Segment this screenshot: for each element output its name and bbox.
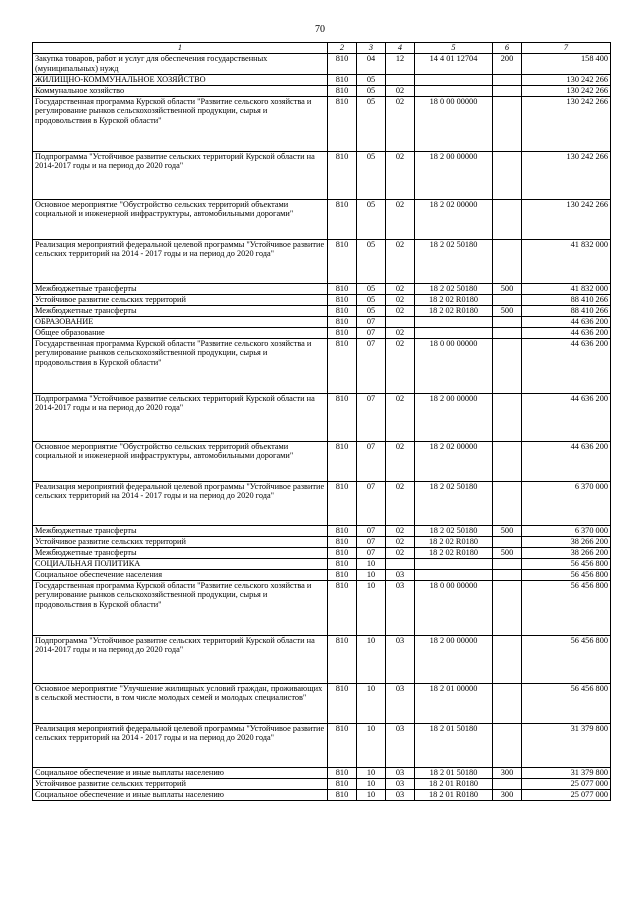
- expense-type-cell: [493, 580, 522, 635]
- row-name-cell: Закупка товаров, работ и услуг для обеспечения государственных (муниципальных) нужд: [33, 54, 328, 75]
- target-article-cell: [415, 74, 493, 85]
- section-code-cell: 05: [357, 239, 386, 283]
- table-row: [33, 54, 611, 75]
- expense-type-cell: [493, 327, 522, 338]
- subsection-code-cell: 03: [386, 569, 415, 580]
- section-code-cell: 10: [357, 778, 386, 789]
- expense-type-cell: [493, 294, 522, 305]
- column-header: 2: [328, 43, 357, 54]
- subsection-code-cell: 02: [386, 199, 415, 239]
- admin-code-cell: 810: [328, 305, 357, 316]
- admin-code-cell: 810: [328, 74, 357, 85]
- expense-type-cell: [493, 723, 522, 767]
- row-name-cell: Устойчивое развитие сельских территорий: [33, 778, 328, 789]
- amount-cell: 56 456 800: [522, 558, 611, 569]
- section-code-cell: 05: [357, 283, 386, 294]
- target-article-cell: 18 2 01 00000: [415, 683, 493, 723]
- admin-code-cell: 810: [328, 151, 357, 199]
- subsection-code-cell: 02: [386, 294, 415, 305]
- admin-code-cell: 810: [328, 569, 357, 580]
- row-name-cell: Общее образование: [33, 327, 328, 338]
- expense-type-cell: 200: [493, 54, 522, 75]
- subsection-code-cell: 02: [386, 283, 415, 294]
- admin-code-cell: 810: [328, 199, 357, 239]
- subsection-code-cell: 02: [386, 151, 415, 199]
- admin-code-cell: 810: [328, 316, 357, 327]
- expense-type-cell: [493, 536, 522, 547]
- section-code-cell: 05: [357, 151, 386, 199]
- subsection-code-cell: [386, 558, 415, 569]
- subsection-code-cell: 02: [386, 327, 415, 338]
- amount-cell: 38 266 200: [522, 547, 611, 558]
- subsection-code-cell: 03: [386, 789, 415, 800]
- section-code-cell: 05: [357, 85, 386, 96]
- table-row: [33, 338, 611, 393]
- admin-code-cell: 810: [328, 558, 357, 569]
- row-name-cell: ОБРАЗОВАНИЕ: [33, 316, 328, 327]
- table-row: [33, 558, 611, 569]
- target-article-cell: [415, 85, 493, 96]
- admin-code-cell: 810: [328, 85, 357, 96]
- target-article-cell: [415, 558, 493, 569]
- section-code-cell: 10: [357, 683, 386, 723]
- subsection-code-cell: 03: [386, 778, 415, 789]
- row-name-cell: СОЦИАЛЬНАЯ ПОЛИТИКА: [33, 558, 328, 569]
- table-row: [33, 151, 611, 199]
- amount-cell: 41 832 000: [522, 283, 611, 294]
- target-article-cell: 18 2 02 R0180: [415, 294, 493, 305]
- row-name-cell: Межбюджетные трансферты: [33, 547, 328, 558]
- section-code-cell: 07: [357, 536, 386, 547]
- amount-cell: 88 410 266: [522, 294, 611, 305]
- target-article-cell: 18 2 02 50180: [415, 239, 493, 283]
- expense-type-cell: [493, 683, 522, 723]
- column-header: 7: [522, 43, 611, 54]
- subsection-code-cell: 02: [386, 547, 415, 558]
- target-article-cell: 18 2 02 R0180: [415, 305, 493, 316]
- row-name-cell: Социальное обеспечение и иные выплаты населению: [33, 789, 328, 800]
- amount-cell: 130 242 266: [522, 96, 611, 151]
- expense-type-cell: [493, 85, 522, 96]
- subsection-code-cell: 03: [386, 767, 415, 778]
- amount-cell: 158 400: [522, 54, 611, 75]
- amount-cell: 130 242 266: [522, 151, 611, 199]
- subsection-code-cell: 02: [386, 393, 415, 441]
- subsection-code-cell: 03: [386, 635, 415, 683]
- admin-code-cell: 810: [328, 580, 357, 635]
- section-code-cell: 05: [357, 294, 386, 305]
- table-row: [33, 283, 611, 294]
- row-name-cell: Коммунальное хозяйство: [33, 85, 328, 96]
- page-number: 70: [315, 24, 325, 35]
- column-header: 6: [493, 43, 522, 54]
- subsection-code-cell: 02: [386, 305, 415, 316]
- target-article-cell: 18 2 00 00000: [415, 151, 493, 199]
- amount-cell: 25 077 000: [522, 789, 611, 800]
- table-row: [33, 239, 611, 283]
- admin-code-cell: 810: [328, 723, 357, 767]
- section-code-cell: 07: [357, 316, 386, 327]
- row-name-cell: Реализация мероприятий федеральной целевой программы "Устойчивое развитие сельских территорий на 2014 - 2017 годы и на период до 2020 года": [33, 239, 328, 283]
- column-header: 1: [33, 43, 328, 54]
- table-row: [33, 569, 611, 580]
- target-article-cell: 18 2 02 50180: [415, 283, 493, 294]
- section-code-cell: 10: [357, 767, 386, 778]
- section-code-cell: 05: [357, 305, 386, 316]
- table-row: [33, 536, 611, 547]
- target-article-cell: [415, 316, 493, 327]
- amount-cell: 56 456 800: [522, 580, 611, 635]
- target-article-cell: 18 2 02 00000: [415, 441, 493, 481]
- table-row: [33, 393, 611, 441]
- expense-type-cell: [493, 239, 522, 283]
- subsection-code-cell: 02: [386, 338, 415, 393]
- section-code-cell: 05: [357, 199, 386, 239]
- row-name-cell: Межбюджетные трансферты: [33, 305, 328, 316]
- amount-cell: 44 636 200: [522, 338, 611, 393]
- row-name-cell: Основное мероприятие "Обустройство сельских территорий объектами социальной и инженерной инфраструктуры, автомобильными дорогами": [33, 199, 328, 239]
- amount-cell: 56 456 800: [522, 635, 611, 683]
- header-row: [33, 43, 611, 54]
- row-name-cell: Подпрограмма "Устойчивое развитие сельских территорий Курской области на 2014-2017 годы и на период до 2020 года": [33, 393, 328, 441]
- target-article-cell: 18 2 02 00000: [415, 199, 493, 239]
- amount-cell: 56 456 800: [522, 683, 611, 723]
- row-name-cell: Подпрограмма "Устойчивое развитие сельских территорий Курской области на 2014-2017 годы и на период до 2020 года": [33, 635, 328, 683]
- expense-type-cell: [493, 96, 522, 151]
- amount-cell: 56 456 800: [522, 569, 611, 580]
- column-header: 4: [386, 43, 415, 54]
- column-header: 5: [415, 43, 493, 54]
- expense-type-cell: [493, 151, 522, 199]
- table-row: [33, 525, 611, 536]
- section-code-cell: 07: [357, 547, 386, 558]
- expense-type-cell: [493, 635, 522, 683]
- admin-code-cell: 810: [328, 547, 357, 558]
- target-article-cell: [415, 327, 493, 338]
- target-article-cell: 18 0 00 00000: [415, 580, 493, 635]
- admin-code-cell: 810: [328, 54, 357, 75]
- amount-cell: 31 379 800: [522, 767, 611, 778]
- row-name-cell: Реализация мероприятий федеральной целевой программы "Устойчивое развитие сельских территорий на 2014 - 2017 годы и на период до 2020 года": [33, 723, 328, 767]
- section-code-cell: 07: [357, 393, 386, 441]
- table-row: [33, 441, 611, 481]
- amount-cell: 31 379 800: [522, 723, 611, 767]
- admin-code-cell: 810: [328, 536, 357, 547]
- section-code-cell: 04: [357, 54, 386, 75]
- table-row: [33, 778, 611, 789]
- row-name-cell: Основное мероприятие "Улучшение жилищных условий граждан, проживающих в сельской местности, в том числе молодых семей и молодых специалистов": [33, 683, 328, 723]
- expense-type-cell: 300: [493, 767, 522, 778]
- target-article-cell: 18 0 00 00000: [415, 338, 493, 393]
- section-code-cell: 07: [357, 525, 386, 536]
- section-code-cell: 10: [357, 723, 386, 767]
- row-name-cell: Государственная программа Курской области "Развитие сельского хозяйства и регулирование рынков сельскохозяйственной продукции, сырья и продовольствия в Курской области": [33, 338, 328, 393]
- section-code-cell: 10: [357, 569, 386, 580]
- amount-cell: 130 242 266: [522, 74, 611, 85]
- subsection-code-cell: 03: [386, 580, 415, 635]
- subsection-code-cell: 02: [386, 536, 415, 547]
- admin-code-cell: 810: [328, 635, 357, 683]
- row-name-cell: Межбюджетные трансферты: [33, 525, 328, 536]
- table-row: [33, 580, 611, 635]
- section-code-cell: 05: [357, 74, 386, 85]
- target-article-cell: 18 2 02 50180: [415, 481, 493, 525]
- subsection-code-cell: 02: [386, 441, 415, 481]
- admin-code-cell: 810: [328, 283, 357, 294]
- admin-code-cell: 810: [328, 683, 357, 723]
- section-code-cell: 10: [357, 558, 386, 569]
- row-name-cell: Реализация мероприятий федеральной целевой программы "Устойчивое развитие сельских территорий на 2014 - 2017 годы и на период до 2020 года": [33, 481, 328, 525]
- table-row: [33, 74, 611, 85]
- target-article-cell: 18 2 01 R0180: [415, 778, 493, 789]
- table-row: [33, 481, 611, 525]
- column-header: 3: [357, 43, 386, 54]
- admin-code-cell: 810: [328, 441, 357, 481]
- target-article-cell: 18 2 02 R0180: [415, 547, 493, 558]
- subsection-code-cell: 02: [386, 85, 415, 96]
- target-article-cell: 18 0 00 00000: [415, 96, 493, 151]
- amount-cell: 44 636 200: [522, 327, 611, 338]
- amount-cell: 130 242 266: [522, 85, 611, 96]
- admin-code-cell: 810: [328, 525, 357, 536]
- admin-code-cell: 810: [328, 393, 357, 441]
- table-row: [33, 305, 611, 316]
- amount-cell: 6 370 000: [522, 481, 611, 525]
- table-row: [33, 294, 611, 305]
- expense-type-cell: 500: [493, 283, 522, 294]
- subsection-code-cell: [386, 316, 415, 327]
- table-row: [33, 85, 611, 96]
- target-article-cell: 18 2 01 50180: [415, 767, 493, 778]
- subsection-code-cell: 03: [386, 683, 415, 723]
- amount-cell: 6 370 000: [522, 525, 611, 536]
- row-name-cell: Социальное обеспечение населения: [33, 569, 328, 580]
- section-code-cell: 07: [357, 441, 386, 481]
- row-name-cell: Межбюджетные трансферты: [33, 283, 328, 294]
- subsection-code-cell: 02: [386, 525, 415, 536]
- table-row: [33, 327, 611, 338]
- section-code-cell: 07: [357, 327, 386, 338]
- amount-cell: 130 242 266: [522, 199, 611, 239]
- amount-cell: 88 410 266: [522, 305, 611, 316]
- subsection-code-cell: 03: [386, 723, 415, 767]
- table-row: [33, 767, 611, 778]
- expense-type-cell: [493, 338, 522, 393]
- expense-type-cell: 300: [493, 789, 522, 800]
- subsection-code-cell: 12: [386, 54, 415, 75]
- expense-type-cell: [493, 316, 522, 327]
- section-code-cell: 10: [357, 789, 386, 800]
- amount-cell: 25 077 000: [522, 778, 611, 789]
- section-code-cell: 10: [357, 580, 386, 635]
- table-row: [33, 723, 611, 767]
- row-name-cell: Государственная программа Курской области "Развитие сельского хозяйства и регулирование рынков сельскохозяйственной продукции, сырья и продовольствия в Курской области": [33, 580, 328, 635]
- amount-cell: 44 636 200: [522, 441, 611, 481]
- subsection-code-cell: 02: [386, 239, 415, 283]
- row-name-cell: Государственная программа Курской области "Развитие сельского хозяйства и регулирование рынков сельскохозяйственной продукции, сырья и продовольствия в Курской области": [33, 96, 328, 151]
- section-code-cell: 10: [357, 635, 386, 683]
- expense-type-cell: 500: [493, 547, 522, 558]
- row-name-cell: ЖИЛИЩНО-КОММУНАЛЬНОЕ ХОЗЯЙСТВО: [33, 74, 328, 85]
- admin-code-cell: 810: [328, 789, 357, 800]
- subsection-code-cell: 02: [386, 481, 415, 525]
- expense-type-cell: [493, 558, 522, 569]
- admin-code-cell: 810: [328, 239, 357, 283]
- expense-type-cell: 500: [493, 305, 522, 316]
- admin-code-cell: 810: [328, 767, 357, 778]
- budget-table: [32, 42, 611, 801]
- amount-cell: 44 636 200: [522, 316, 611, 327]
- target-article-cell: 18 2 02 50180: [415, 525, 493, 536]
- amount-cell: 41 832 000: [522, 239, 611, 283]
- expense-type-cell: [493, 778, 522, 789]
- table-row: [33, 789, 611, 800]
- expense-type-cell: [493, 441, 522, 481]
- amount-cell: 38 266 200: [522, 536, 611, 547]
- admin-code-cell: 810: [328, 294, 357, 305]
- section-code-cell: 07: [357, 481, 386, 525]
- target-article-cell: 18 2 01 50180: [415, 723, 493, 767]
- row-name-cell: Подпрограмма "Устойчивое развитие сельских территорий Курской области на 2014-2017 годы и на период до 2020 года": [33, 151, 328, 199]
- table-row: [33, 96, 611, 151]
- target-article-cell: [415, 569, 493, 580]
- admin-code-cell: 810: [328, 327, 357, 338]
- row-name-cell: Устойчивое развитие сельских территорий: [33, 536, 328, 547]
- table-row: [33, 199, 611, 239]
- expense-type-cell: [493, 199, 522, 239]
- table-row: [33, 316, 611, 327]
- target-article-cell: 18 2 00 00000: [415, 635, 493, 683]
- section-code-cell: 05: [357, 96, 386, 151]
- expense-type-cell: 500: [493, 525, 522, 536]
- admin-code-cell: 810: [328, 96, 357, 151]
- amount-cell: 44 636 200: [522, 393, 611, 441]
- subsection-code-cell: [386, 74, 415, 85]
- admin-code-cell: 810: [328, 778, 357, 789]
- expense-type-cell: [493, 481, 522, 525]
- target-article-cell: 14 4 01 12704: [415, 54, 493, 75]
- target-article-cell: 18 2 02 R0180: [415, 536, 493, 547]
- expense-type-cell: [493, 393, 522, 441]
- admin-code-cell: 810: [328, 481, 357, 525]
- admin-code-cell: 810: [328, 338, 357, 393]
- expense-type-cell: [493, 74, 522, 85]
- table-row: [33, 547, 611, 558]
- row-name-cell: Социальное обеспечение и иные выплаты населению: [33, 767, 328, 778]
- table-row: [33, 635, 611, 683]
- target-article-cell: 18 2 00 00000: [415, 393, 493, 441]
- subsection-code-cell: 02: [386, 96, 415, 151]
- section-code-cell: 07: [357, 338, 386, 393]
- expense-type-cell: [493, 569, 522, 580]
- row-name-cell: Основное мероприятие "Обустройство сельских территорий объектами социальной и инженерной инфраструктуры, автомобильными дорогами": [33, 441, 328, 481]
- target-article-cell: 18 2 01 R0180: [415, 789, 493, 800]
- row-name-cell: Устойчивое развитие сельских территорий: [33, 294, 328, 305]
- table-row: [33, 683, 611, 723]
